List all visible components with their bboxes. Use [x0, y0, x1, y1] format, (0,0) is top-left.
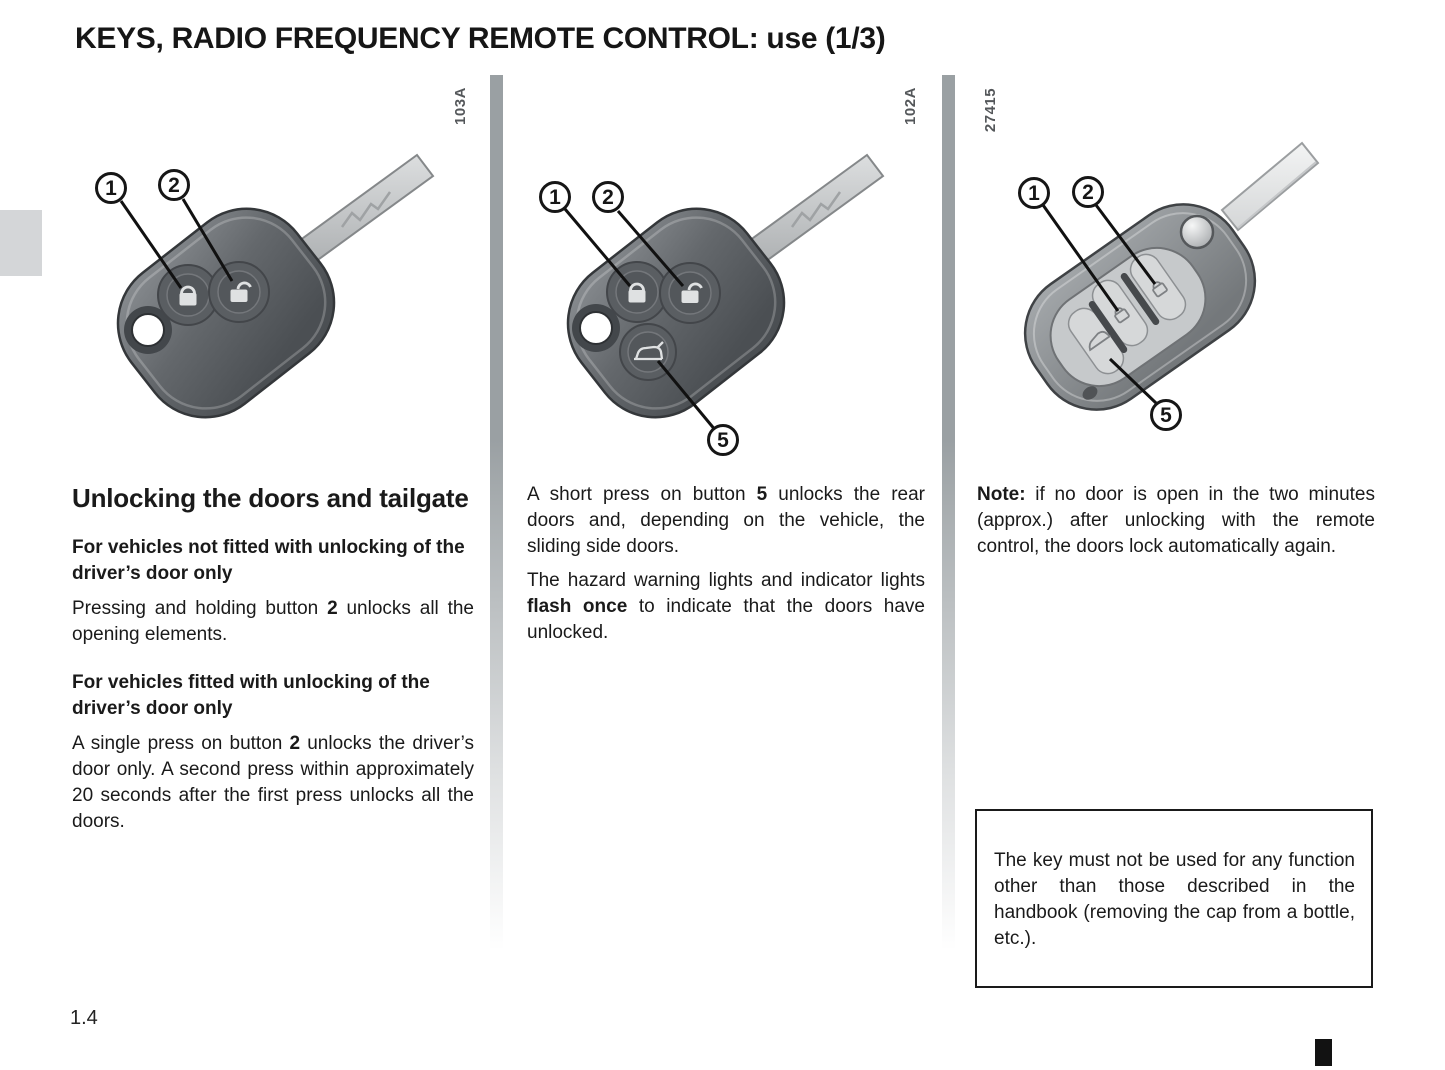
key-head: [542, 183, 810, 443]
figure-code-3: 27415: [982, 87, 999, 133]
column-1: [72, 482, 474, 835]
section-heading: Unlocking the doors and tailgate: [72, 483, 469, 513]
paragraph: A single press on button 2 unlocks the driver’s door only. A second press within approximately 20 seconds after the first press unlocks all the doors.: [72, 733, 474, 832]
callout-5: 5: [707, 424, 739, 456]
callout-2: 2: [158, 169, 190, 201]
callout-1: 1: [1018, 177, 1050, 209]
key-head: [92, 183, 360, 443]
paragraph: The hazard warning lights and indicator lights flash once to indicate that the doors have unlocked.: [527, 570, 925, 643]
page-number: 1.4: [70, 1007, 98, 1029]
column-2: [527, 482, 925, 646]
unlock-button: [209, 262, 269, 322]
subheading-not-fitted: For vehicles not fitted with unlocking of the driver’s door only: [72, 537, 465, 584]
callout-2: 2: [592, 181, 624, 213]
note-paragraph: Note: if no door is open in the two minutes (approx.) after unlocking with the remote control, the doors lock automatically again.: [977, 484, 1375, 557]
column-3: [977, 482, 1375, 560]
figure-code-2: 102A: [902, 87, 919, 125]
key-illustration-2-button: [80, 145, 490, 480]
warning-box: [975, 809, 1373, 988]
subheading-fitted: For vehicles fitted with unlocking of the driver’s door only: [72, 672, 430, 719]
column-divider-2: [942, 75, 955, 987]
flip-release-button: [1181, 216, 1213, 248]
callout-1: 1: [539, 181, 571, 213]
paragraph: A short press on button 5 unlocks the rear doors and, depending on the vehicle, the sliding side doors.: [527, 484, 925, 557]
callout-2: 2: [1072, 176, 1104, 208]
section-edge-tab: [0, 210, 42, 276]
callout-5: 5: [1150, 399, 1182, 431]
callout-1: 1: [95, 172, 127, 204]
figure-code-1: 103A: [452, 87, 469, 125]
paragraph: Pressing and holding button 2 unlocks all the opening elements.: [72, 598, 475, 645]
warning-text: The key must not be used for any function other than those described in the handbook (removing the cap from a bottle, etc.).: [994, 850, 1355, 949]
column-divider-1: [490, 75, 503, 987]
page-edge-marker: [1315, 1039, 1332, 1066]
page-title: KEYS, RADIO FREQUENCY REMOTE CONTROL: use (1/3): [75, 22, 886, 55]
key-blade: [1222, 143, 1318, 230]
